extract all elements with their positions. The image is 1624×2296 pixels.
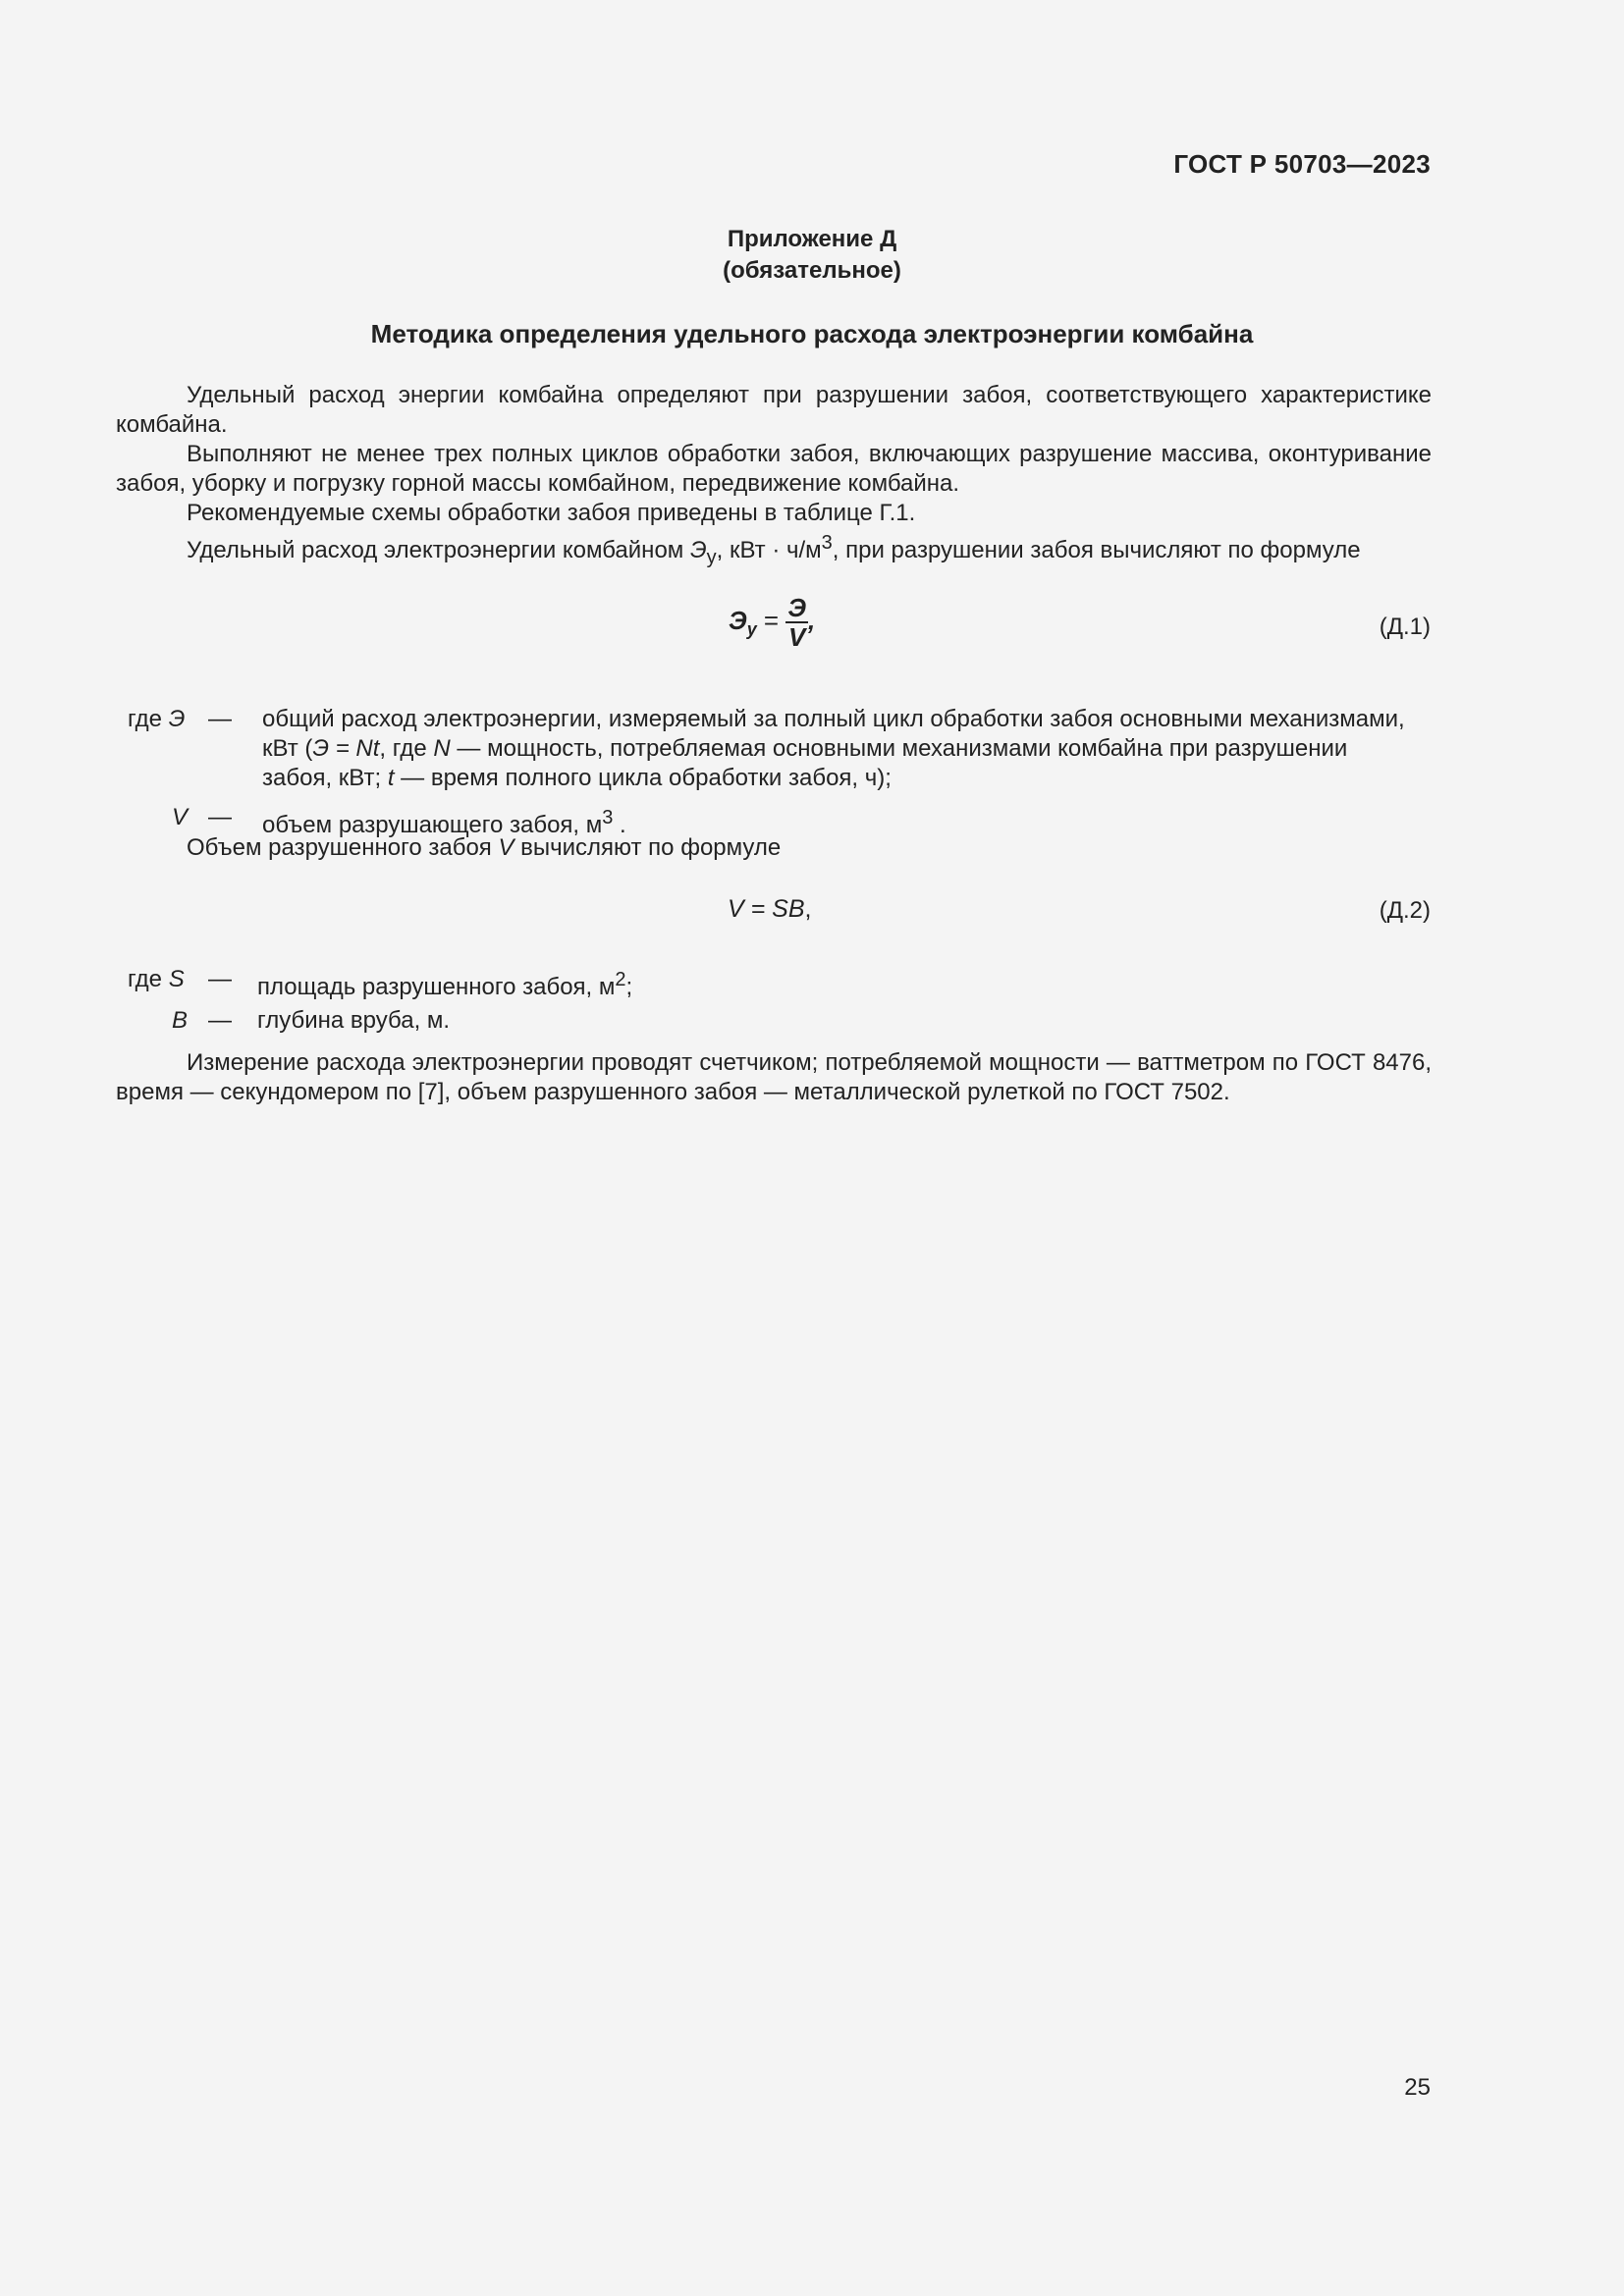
formula-d1: $Э_у$ = $\frac{Э}{V}$ , [729,593,816,652]
formula-d1-number: (Д.1) [1379,614,1431,640]
paragraph-6: Измерение расхода электроэнергии проводят счетчиком; потребляемой мощности — ваттметром по ГОСТ 8476, время — секундомером по [7], объем разрушенного забоя — металлической рулеткой по ГОСТ 7502. [116,1049,1432,1105]
document-id: ГОСТ Р 50703—2023 [1173,149,1431,179]
defs1-dash-1: — [208,706,232,732]
paragraph-3: Рекомендуемые схемы обработки забоя приведены в таблице Г.1. [187,500,916,526]
appendix-heading: Методика определения удельного расхода электроэнергии комбайна [370,319,1254,348]
defs1-text-1: общий расход электроэнергии, измеряемый за полный цикл обработки забоя основными механизмами, кВт (Э = Nt, где N — мощность, потребляемая основными механизмами комбайна при разрушении забоя, кВт; t — время полного цикла обработки забоя, ч); [262,706,1405,791]
defs2-text-1: площадь разрушенного забоя, $м^2$; [257,969,633,1000]
defs2-text-2: глубина вруба, м. [257,1007,451,1034]
defs2-where: где S [128,966,185,992]
defs1-symbol-2: V [172,804,189,830]
intro-paragraphs [116,381,1432,572]
formula-d2: V = SB, [728,895,812,923]
formula-d1-fraction: $\frac{Э}{V}$ [787,593,807,652]
defs1-dash-2: — [208,804,232,830]
defs1-where: где Э [128,706,186,732]
formula-d2-number: (Д.2) [1379,897,1431,924]
defs2-dash-1: — [208,966,232,992]
paragraph-1: Удельный расход энергии комбайна определяют при разрушении забоя, соответствующего характеристике комбайна. [116,382,1432,438]
defs2-symbol-2: B [172,1007,189,1034]
defs1-text-2: объем разрушающего забоя, $м^3$ . [262,807,626,838]
appendix-title: Приложение Д [727,226,897,252]
paragraph-2: Выполняют не менее трех полных циклов обработки забоя, включающих разрушение массива, оконтуривание забоя, уборку и погрузку горной массы комбайном, передвижение комбайна. [116,441,1432,497]
page-number: 25 [1404,2074,1431,2101]
paragraph-4: Удельный расход электроэнергии комбайном $Э_у$, кВт · $ч/м^3$, при разрушении забоя вычисляют по формуле [187,532,1361,568]
paragraph-5: Объем разрушенного забоя V вычисляют по формуле [187,834,782,861]
defs2-dash-2: — [208,1007,232,1034]
appendix-status: (обязательное) [723,257,901,284]
